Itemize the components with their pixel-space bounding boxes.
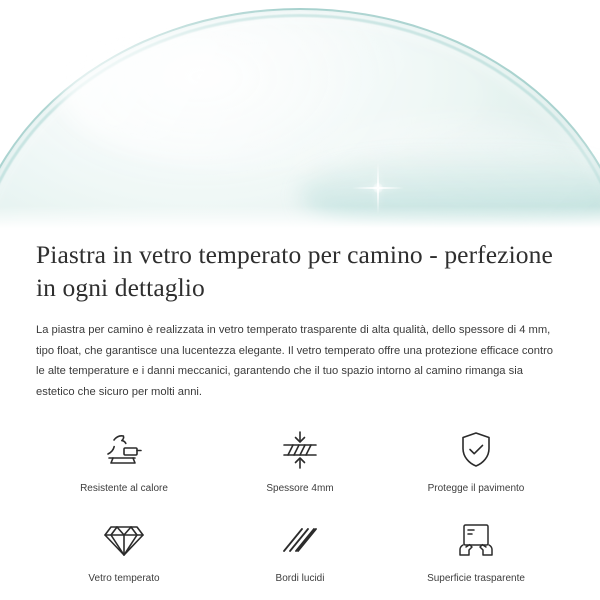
diamond-icon bbox=[101, 518, 147, 562]
feature-item-thickness bbox=[212, 428, 388, 496]
feature-item-heat-resistant bbox=[36, 428, 212, 496]
feature-label: Resistente al calore bbox=[80, 483, 168, 494]
feature-item-polished-edges bbox=[212, 518, 388, 586]
feature-item-transparent-surface bbox=[388, 518, 564, 586]
feature-item-tempered-glass bbox=[36, 518, 212, 586]
content-area bbox=[0, 232, 600, 586]
shield-check-icon bbox=[453, 428, 499, 472]
polished-edges-icon bbox=[277, 518, 323, 562]
thickness-4mm-icon bbox=[277, 428, 323, 472]
feature-label: Vetro temperato bbox=[88, 573, 160, 584]
feature-label: Spessore 4mm bbox=[266, 483, 334, 494]
feature-label: Bordi lucidi bbox=[275, 573, 325, 584]
feature-label: Superficie trasparente bbox=[427, 573, 525, 584]
feature-grid bbox=[36, 428, 564, 586]
heat-resistant-icon bbox=[101, 428, 147, 472]
hero-fade-overlay bbox=[0, 206, 600, 232]
sparkle-core bbox=[373, 183, 383, 193]
feature-label: Protegge il pavimento bbox=[427, 483, 525, 494]
description-paragraph: La piastra per camino è realizzata in vetro temperato trasparente di alta qualità, dello spessore di 4 mm, tipo float, che garantisce una lucentezza elegante. Il vetro temperato offre una protezione efficace contro le alte temperature e i danni meccanici, garantendo che il tuo spazio intorno al camino rimanga sia estetico che sicuro per molti anni. bbox=[36, 324, 554, 398]
feature-item-floor-protection bbox=[388, 428, 564, 496]
transparent-surface-icon bbox=[453, 518, 499, 562]
page-title: Piastra in vetro temperato per camino - perfezione in ogni dettaglio bbox=[36, 240, 553, 302]
hero-image bbox=[0, 0, 600, 232]
